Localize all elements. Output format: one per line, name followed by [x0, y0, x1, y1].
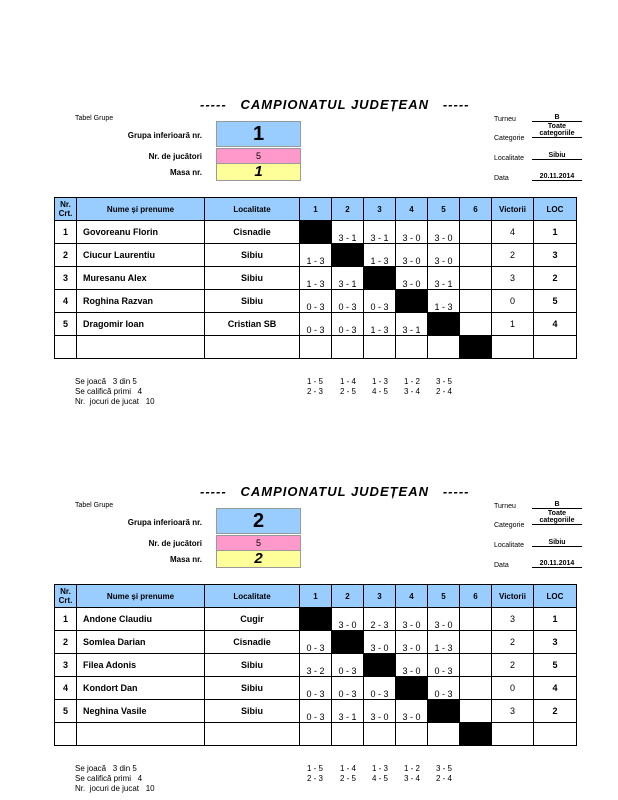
diagonal-cell	[300, 608, 332, 631]
place-cell	[534, 336, 577, 359]
table-row	[55, 267, 577, 290]
score-cell	[460, 631, 492, 654]
categorie-label: Categorie	[494, 522, 525, 529]
player-name: Roghina Razvan	[77, 290, 205, 313]
score-cell: 1 - 3	[428, 290, 460, 313]
score-cell: 0 - 3	[364, 290, 396, 313]
column-header: Localitate	[205, 198, 300, 221]
diagonal-cell	[460, 336, 492, 359]
player-locality: Sibiu	[205, 290, 300, 313]
column-header: Nr. Crt.	[55, 585, 77, 608]
column-header: 1	[300, 198, 332, 221]
score-cell: 3 - 1	[396, 313, 428, 336]
footer-rules-3: Nr. jocuri de jucat 10	[75, 784, 155, 793]
player-locality: Cisnadie	[205, 221, 300, 244]
diagonal-cell	[460, 723, 492, 746]
table-row	[55, 677, 577, 700]
row-number: 4	[55, 290, 77, 313]
score-cell: 0 - 3	[332, 290, 364, 313]
data-label: Data	[494, 562, 509, 569]
diagonal-cell	[364, 267, 396, 290]
diagonal-cell	[428, 700, 460, 723]
row-number	[55, 723, 77, 746]
score-cell: 0 - 3	[300, 290, 332, 313]
score-cell: 3 - 1	[332, 267, 364, 290]
column-header: Victorii	[492, 198, 534, 221]
table-row	[55, 631, 577, 654]
score-cell: 3 - 0	[428, 244, 460, 267]
nr-jucatori-value: 5	[216, 148, 301, 164]
player-locality: Sibiu	[205, 267, 300, 290]
score-cell: 2 - 3	[364, 608, 396, 631]
score-cell: 0 - 3	[332, 313, 364, 336]
score-cell	[332, 336, 364, 359]
nr-jucatori-label: Nr. de jucători	[148, 152, 202, 161]
row-number: 5	[55, 700, 77, 723]
victories-cell: 2	[492, 244, 534, 267]
score-cell: 3 - 0	[396, 221, 428, 244]
player-name: Govoreanu Florin	[77, 221, 205, 244]
score-cell: 3 - 0	[396, 267, 428, 290]
player-locality	[205, 723, 300, 746]
victories-cell	[492, 723, 534, 746]
score-cell	[460, 267, 492, 290]
score-cell	[460, 221, 492, 244]
score-cell: 1 - 3	[300, 267, 332, 290]
victories-cell: 3	[492, 608, 534, 631]
score-cell	[460, 677, 492, 700]
place-cell: 4	[534, 313, 577, 336]
group-table	[54, 584, 577, 746]
player-name: Dragomir Ioan	[77, 313, 205, 336]
victories-cell	[492, 336, 534, 359]
table-row	[55, 608, 577, 631]
player-locality: Cisnadie	[205, 631, 300, 654]
sheet-title: ----- CAMPIONATUL JUDEȚEAN -----	[200, 97, 470, 112]
place-cell: 3	[534, 631, 577, 654]
player-name	[77, 336, 205, 359]
column-header: Victorii	[492, 585, 534, 608]
footer-rules-1: Se joacă 3 din 5	[75, 764, 137, 773]
diagonal-cell	[332, 631, 364, 654]
score-cell: 0 - 3	[300, 313, 332, 336]
turneu-label: Turneu	[494, 503, 516, 510]
score-cell: 3 - 0	[396, 608, 428, 631]
column-header: 3	[364, 585, 396, 608]
score-cell: 3 - 2	[300, 654, 332, 677]
table-row	[55, 336, 577, 359]
score-cell: 1 - 3	[364, 244, 396, 267]
player-locality: Sibiu	[205, 244, 300, 267]
column-header: 4	[396, 198, 428, 221]
column-header: Nume și prenume	[77, 585, 205, 608]
score-cell: 1 - 3	[300, 244, 332, 267]
score-cell	[364, 336, 396, 359]
player-name: Filea Adonis	[77, 654, 205, 677]
localitate-label: Localitate	[494, 155, 524, 162]
diagonal-cell	[364, 654, 396, 677]
column-header: LOC	[534, 198, 577, 221]
table-header-row	[55, 198, 577, 221]
score-cell: 0 - 3	[300, 677, 332, 700]
place-cell: 4	[534, 677, 577, 700]
column-header: 5	[428, 585, 460, 608]
player-name: Andone Claudiu	[77, 608, 205, 631]
table-row	[55, 700, 577, 723]
table-row	[55, 654, 577, 677]
place-cell: 5	[534, 290, 577, 313]
categorie-label: Categorie	[494, 135, 525, 142]
score-cell: 3 - 1	[332, 700, 364, 723]
masa-label: Masa nr.	[169, 168, 202, 177]
score-cell	[460, 290, 492, 313]
row-number: 1	[55, 221, 77, 244]
grupa-label: Grupa inferioară nr.	[127, 131, 202, 140]
localitate-value: Sibiu	[532, 539, 582, 547]
column-header: 3	[364, 198, 396, 221]
tabel-label: Tabel Grupe	[75, 502, 114, 509]
place-cell: 3	[534, 244, 577, 267]
victories-cell: 1	[492, 313, 534, 336]
categorie-value: Toate categoriile	[532, 510, 582, 525]
score-cell	[300, 336, 332, 359]
victories-cell: 3	[492, 700, 534, 723]
victories-cell: 2	[492, 654, 534, 677]
score-cell: 1 - 3	[364, 313, 396, 336]
column-header: 6	[460, 198, 492, 221]
player-locality: Cristian SB	[205, 313, 300, 336]
turneu-label: Turneu	[494, 116, 516, 123]
table-row	[55, 244, 577, 267]
score-cell	[460, 654, 492, 677]
table-row	[55, 313, 577, 336]
masa-value: 1	[216, 163, 301, 181]
diagonal-cell	[300, 221, 332, 244]
row-number: 2	[55, 244, 77, 267]
data-value: 20.11.2014	[532, 560, 582, 568]
place-cell	[534, 723, 577, 746]
score-cell: 0 - 3	[428, 654, 460, 677]
player-name: Somlea Darian	[77, 631, 205, 654]
grupa-label: Grupa inferioară nr.	[127, 518, 202, 527]
row-number: 3	[55, 267, 77, 290]
group-sheet: ----- CAMPIONATUL JUDEȚEAN ----- Tabel Grupe Grupa inferioară nr. 1 Nr. de jucători 5 Masa nr. 1 Turneu B Categorie Toate categoriile Localitate Sibiu Data 20.11.2014 Nr. Crt. Nume și prenume Localitate 1 2 3 4 5 6 Victorii LOC 1 Govoreanu Florin Cisnadie 3 - 1 3 - 1 3 - 0 3 - 0 4 1 2 Ciucur Laurentiu Sibiu 1 - 3 1 - 3 3 - 0 3 - 0 2 3 3 Muresanu Alex Sibiu 1 - 3 3 - 1 3 - 0 3 - 1 3 2 4 Roghina Razvan Sibiu 0 - 3 0 - 3 0 - 3 1 - 3 0 5 5 Dragomir Ioan Cristian SB 0 - 3 0 - 3 1 - 3 3 - 1 1 4 Se joacă 3 din 5 Se califică primi 4 Nr. jocuri de jucat 10 1 - 5 1 - 4 1 - 3 1 - 2 3 - 5 2 - 3 2 - 5 4 - 5 3 - 4 2 - 4	[0, 0, 618, 400]
grupa-value: 1	[216, 121, 301, 147]
score-cell: 0 - 3	[428, 677, 460, 700]
score-cell: 0 - 3	[364, 677, 396, 700]
localitate-value: Sibiu	[532, 152, 582, 160]
score-cell	[300, 723, 332, 746]
row-number	[55, 336, 77, 359]
column-header: Nume și prenume	[77, 198, 205, 221]
footer-rules-2: Se califică primi 4	[75, 387, 143, 396]
score-cell: 3 - 0	[396, 700, 428, 723]
score-cell: 3 - 0	[396, 631, 428, 654]
score-cell: 0 - 3	[300, 700, 332, 723]
score-cell: 0 - 3	[300, 631, 332, 654]
score-cell: 3 - 1	[364, 221, 396, 244]
score-cell: 0 - 3	[332, 677, 364, 700]
turneu-value: B	[532, 501, 582, 509]
player-name: Ciucur Laurentiu	[77, 244, 205, 267]
player-name: Kondort Dan	[77, 677, 205, 700]
score-cell: 3 - 0	[332, 608, 364, 631]
victories-cell: 4	[492, 221, 534, 244]
table-row	[55, 290, 577, 313]
row-number: 1	[55, 608, 77, 631]
masa-label: Masa nr.	[169, 555, 202, 564]
score-cell	[460, 608, 492, 631]
place-cell: 2	[534, 267, 577, 290]
group-table	[54, 197, 577, 359]
score-cell: 3 - 0	[428, 221, 460, 244]
score-cell	[460, 700, 492, 723]
score-cell: 3 - 1	[428, 267, 460, 290]
column-header: 2	[332, 585, 364, 608]
column-header: LOC	[534, 585, 577, 608]
column-header: 1	[300, 585, 332, 608]
player-locality: Sibiu	[205, 654, 300, 677]
score-cell	[460, 244, 492, 267]
row-number: 3	[55, 654, 77, 677]
row-number: 4	[55, 677, 77, 700]
place-cell: 1	[534, 221, 577, 244]
column-header: 6	[460, 585, 492, 608]
player-locality	[205, 336, 300, 359]
nr-jucatori-label: Nr. de jucători	[148, 539, 202, 548]
player-locality: Sibiu	[205, 677, 300, 700]
table-header-row	[55, 585, 577, 608]
score-cell: 3 - 0	[428, 608, 460, 631]
score-cell: 3 - 0	[364, 631, 396, 654]
score-cell	[460, 313, 492, 336]
diagonal-cell	[428, 313, 460, 336]
score-cell: 3 - 0	[396, 654, 428, 677]
score-cell	[364, 723, 396, 746]
footer-rules-1: Se joacă 3 din 5	[75, 377, 137, 386]
column-header: 2	[332, 198, 364, 221]
localitate-label: Localitate	[494, 542, 524, 549]
masa-value: 2	[216, 550, 301, 568]
categorie-value: Toate categoriile	[532, 123, 582, 138]
place-cell: 5	[534, 654, 577, 677]
grupa-value: 2	[216, 508, 301, 534]
player-name	[77, 723, 205, 746]
sheet-title: ----- CAMPIONATUL JUDEȚEAN -----	[200, 484, 470, 499]
player-name: Muresanu Alex	[77, 267, 205, 290]
victories-cell: 0	[492, 290, 534, 313]
score-cell: 0 - 3	[332, 654, 364, 677]
table-row	[55, 723, 577, 746]
diagonal-cell	[396, 290, 428, 313]
player-name: Neghina Vasile	[77, 700, 205, 723]
column-header: 4	[396, 585, 428, 608]
victories-cell: 3	[492, 267, 534, 290]
diagonal-cell	[332, 244, 364, 267]
victories-cell: 0	[492, 677, 534, 700]
group-sheet: ----- CAMPIONATUL JUDEȚEAN ----- Tabel Grupe Grupa inferioară nr. 2 Nr. de jucători 5 Masa nr. 2 Turneu B Categorie Toate categoriile Localitate Sibiu Data 20.11.2014 Nr. Crt. Nume și prenume Localitate 1 2 3 4 5 6 Victorii LOC 1 Andone Claudiu Cugir 3 - 0 2 - 3 3 - 0 3 - 0 3 1 2 Somlea Darian Cisnadie 0 - 3 3 - 0 3 - 0 1 - 3 2 3 3 Filea Adonis Sibiu 3 - 2 0 - 3 3 - 0 0 - 3 2 5 4 Kondort Dan Sibiu 0 - 3 0 - 3 0 - 3 0 - 3 0 4 5 Neghina Vasile Sibiu 0 - 3 3 - 1 3 - 0 3 - 0 3 2 Se joacă 3 din 5 Se califică primi 4 Nr. jocuri de jucat 10 1 - 5 1 - 4 1 - 3 1 - 2 3 - 5 2 - 3 2 - 5 4 - 5 3 - 4 2 - 4	[0, 387, 618, 787]
score-cell: 3 - 1	[332, 221, 364, 244]
player-locality: Cugir	[205, 608, 300, 631]
score-cell	[428, 723, 460, 746]
column-header: Nr. Crt.	[55, 198, 77, 221]
score-cell: 3 - 0	[396, 244, 428, 267]
victories-cell: 2	[492, 631, 534, 654]
row-number: 2	[55, 631, 77, 654]
row-number: 5	[55, 313, 77, 336]
score-cell	[396, 723, 428, 746]
column-header: Localitate	[205, 585, 300, 608]
data-value: 20.11.2014	[532, 173, 582, 181]
nr-jucatori-value: 5	[216, 535, 301, 551]
turneu-value: B	[532, 114, 582, 122]
column-header: 5	[428, 198, 460, 221]
diagonal-cell	[396, 677, 428, 700]
place-cell: 1	[534, 608, 577, 631]
score-cell	[396, 336, 428, 359]
score-cell	[332, 723, 364, 746]
tabel-label: Tabel Grupe	[75, 115, 114, 122]
footer-rules-3: Nr. jocuri de jucat 10	[75, 397, 155, 406]
place-cell: 2	[534, 700, 577, 723]
score-cell: 3 - 0	[364, 700, 396, 723]
data-label: Data	[494, 175, 509, 182]
table-row	[55, 221, 577, 244]
footer-rules-2: Se califică primi 4	[75, 774, 143, 783]
player-locality: Sibiu	[205, 700, 300, 723]
score-cell	[428, 336, 460, 359]
score-cell: 1 - 3	[428, 631, 460, 654]
